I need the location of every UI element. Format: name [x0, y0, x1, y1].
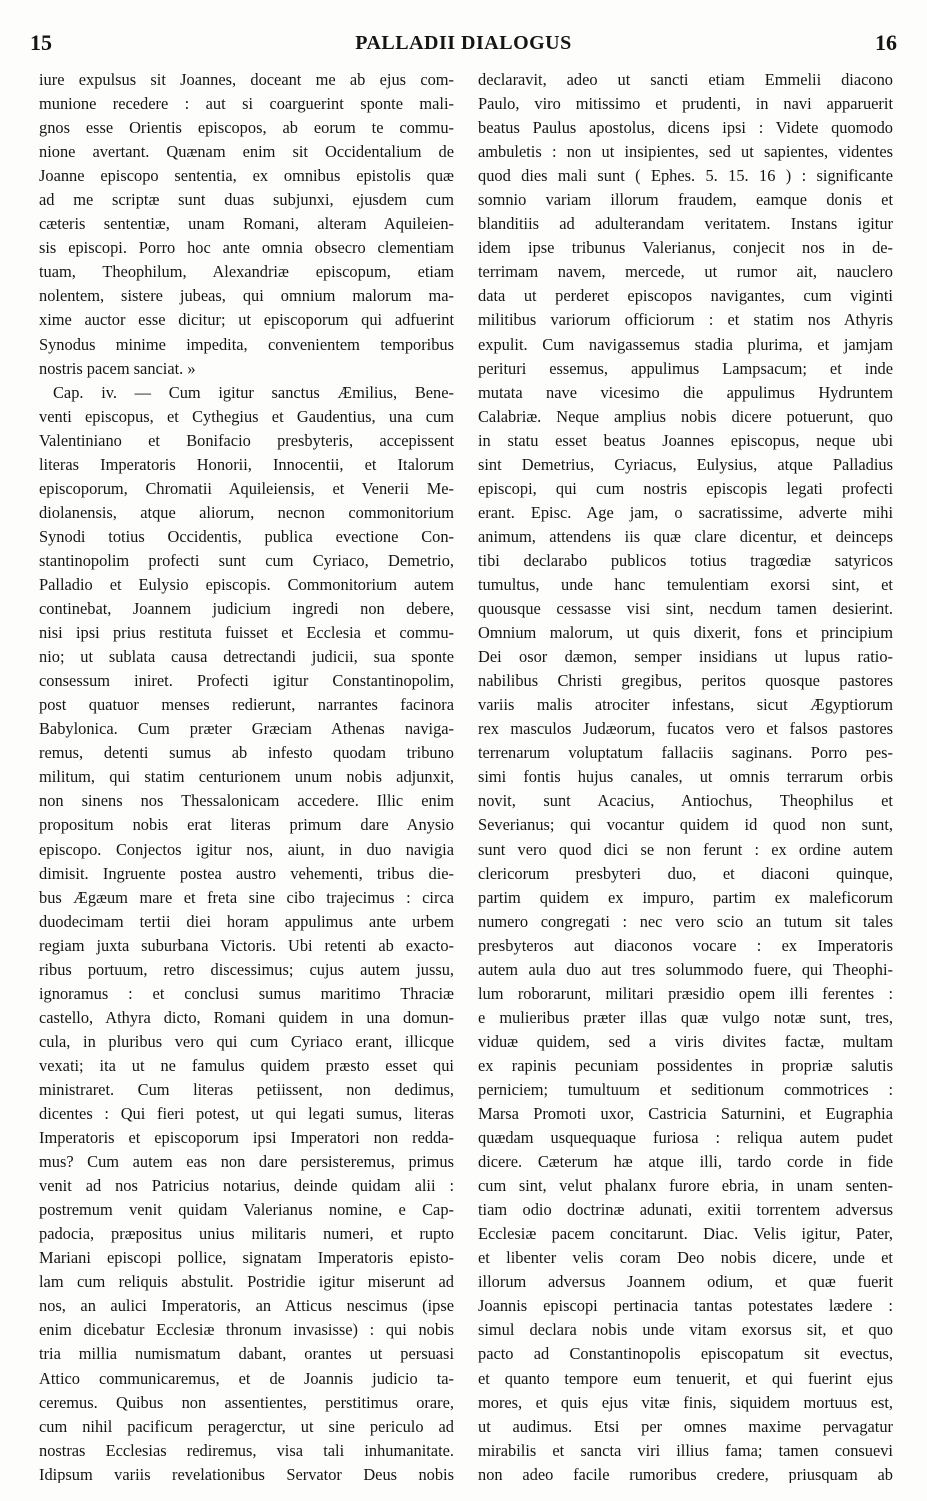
right-column-line: mutata nave vicesimo die appulimus Hydruntem [478, 382, 893, 402]
right-column-line: Ecclesiæ pacem concitarunt. Diac. Velis igitur, Pater, [478, 1224, 893, 1244]
left-column-line: munione recedere : aut si coarguerint sponte mali- [39, 94, 454, 114]
right-column-line: clericorum presbyteri duo, et diaconi quinque, [478, 863, 893, 883]
left-column-line: consessum iniret. Profecti igitur Constantinopolim, [39, 671, 454, 691]
left-column-line: ignoramus : et conclusi sumus maritimo Thraciæ [39, 983, 454, 1003]
left-column-line: gnos esse Orientis episcopos, ab eorum te commu- [39, 118, 454, 138]
right-column-line: terrimam navem, mercede, ut rumor ait, nauclero [478, 262, 893, 282]
right-column-line: e mulieribus præter illas quæ vulgo notæ sunt, tres, [478, 1007, 893, 1027]
left-column-line: cum nihil pacificum peragerctur, ut sine periculo ad [39, 1416, 454, 1436]
right-column-line: terrenarum voluptatum fallaciis saginans. Porro pes- [478, 743, 893, 763]
left-column-line: xime auctor esse dicitur; ut episcoporum qui adfuerint [39, 310, 454, 330]
left-column-line: lam cum reliquis abstulit. Postridie igitur miserunt ad [39, 1272, 454, 1292]
right-column-line: in statu esset beatus Joannes episcopus, neque ubi [478, 430, 893, 450]
left-column-line: ribus portuum, retro discessimus; cujus autem jussu, [39, 959, 454, 979]
right-column-line: declaravit, adeo ut sancti etiam Emmelii diacono [478, 70, 893, 89]
left-column-line: Palladio et Eulysio episcopis. Commonitorium autem [39, 574, 454, 594]
right-column-line: simul declara nobis unde vitam exorsus sit, et quo [478, 1320, 893, 1340]
left-column-line: Cap. iv. — Cum igitur sanctus Æmilius, Bene- [53, 382, 454, 402]
left-column-line: propositum nobis erat literas primum dare Anysio [39, 815, 454, 835]
left-column-line: regiam juxta suburbana Victoris. Ubi retenti ab exacto- [39, 935, 454, 955]
left-column-line: Synodus minime impedita, convenientem temporibus [39, 334, 454, 354]
right-column-line: non adeo facile rumoribus credere, priusquam ab [478, 1464, 893, 1483]
right-column-line: autem aula duo aut tres solummodo fuere, qui Theophi- [478, 959, 893, 979]
right-column [478, 68, 893, 1483]
right-column-line: et quanto tempore eum tenuerit, et qui fuerint ejus [478, 1368, 893, 1388]
right-column-line: illorum adversus Joannem odium, et quæ fuerit [478, 1272, 893, 1292]
right-column-line: presbyteros aut diaconos vocare : ex Imperatoris [478, 935, 893, 955]
left-column-line: Attico communicaremus, et de Joannis judicio ta- [39, 1368, 454, 1388]
left-column-line: cula, in pluribus vero qui cum Cyriaco erant, illicque [39, 1031, 454, 1051]
left-column-line: nostras Ecclesias rediremus, visa tali inhumanitate. [39, 1440, 454, 1460]
running-header [30, 30, 897, 64]
left-column-line: Valentiniano et Bonifacio presbyteris, accepissent [39, 430, 454, 450]
left-column-line: cæteris sententiæ, unam Romani, alteram Aquileien- [39, 214, 454, 234]
right-column-line: nabilibus Christi gregibus, peritos quosque pastores [478, 671, 893, 691]
right-column-line: tibi declarabo publicos totius tragœdiæ satyricos [478, 550, 893, 570]
left-column-line: iure expulsus sit Joannes, doceant me ab ejus com- [39, 70, 454, 89]
right-column-line: tiam odio doctrinæ adunati, exitii torrentem adversus [478, 1200, 893, 1220]
right-column-line: Severianus; qui vocantur quidem id quod non sunt, [478, 815, 893, 835]
left-column-line: dicentes : Qui fieri potest, ut qui legati sumus, literas [39, 1104, 454, 1124]
page-number-left: 15 [30, 30, 52, 55]
left-column-line: Imperatoris et episcoporum ipsi Imperatori non redda- [39, 1128, 454, 1148]
right-column-line: ex rapinis pecuniam possidentes in propriæ salutis [478, 1055, 893, 1075]
left-column-line: tria millia numismatum dabant, orantes ut persuasi [39, 1344, 454, 1364]
left-column-line: episcoporum, Chromatii Aquileiensis, et Venerii Me- [39, 478, 454, 498]
right-column-line: beatus Paulus apostolus, dicens ipsi : Videte quomodo [478, 118, 893, 138]
left-column-line: nisi ipsi prius restituta fuisset et Ecclesia et commu- [39, 623, 454, 643]
left-column-line: duodecimam tertii diei horam appulimus ante urbem [39, 911, 454, 931]
left-column-line: stantinopolim profecti sunt cum Cyriaco, Demetrio, [39, 550, 454, 570]
right-column-line: Joannis episcopi pertinacia tantas potestates lædere : [478, 1296, 893, 1316]
right-column-line: novit, sunt Acacius, Antiochus, Theophilus et [478, 791, 893, 811]
left-column-line: nio; ut sublata causa detrectandi judicii, sua sponte [39, 647, 454, 667]
right-column-line: expulit. Cum navigassemus stadia plurima, et jamjam [478, 334, 893, 354]
left-column-line: ad me scriptæ sunt duas subjunxi, ejusdem cum [39, 190, 454, 210]
right-column-line: variis malis atrociter infestans, sicut Ægyptiorum [478, 695, 893, 715]
right-column-line: rex masculos Judæorum, fucatos vero et falsos pastores [478, 719, 893, 739]
right-column-line: cum sint, velut phalanx furore ebria, in unam senten- [478, 1176, 893, 1196]
left-column-line: Babylonica. Cum præter Græciam Athenas naviga- [39, 719, 454, 739]
left-column-line: continebat, Joannem judicium ingredi non debere, [39, 599, 454, 619]
left-column-line: remus, detenti sumus ab infesto quodam tribuno [39, 743, 454, 763]
left-column-line: non sinens nos Thessalonicam accedere. Illic enim [39, 791, 454, 811]
right-column-line: data ut perderet episcopos navigantes, cum viginti [478, 286, 893, 306]
right-column-line: Omnium malorum, ut quis dixerit, fons et principium [478, 623, 893, 643]
right-column-line: ambuletis : non ut insipientes, sed ut sapientes, videntes [478, 142, 893, 162]
left-column-line: diolanensis, atque aliorum, necnon commonitorium [39, 502, 454, 522]
right-column-line: ut audimus. Etsi per omnes maxime pervagatur [478, 1416, 893, 1436]
left-column-line: bus Ægæum mare et freta sine cibo trajecimus : circa [39, 887, 454, 907]
left-column-line: Idipsum variis revelationibus Servator Deus nobis [39, 1464, 454, 1483]
left-column-line: literas Imperatoris Honorii, Innocentii, et Italorum [39, 454, 454, 474]
left-column-line: sis episcopi. Porro hoc ante omnia obsecro clementiam [39, 238, 454, 258]
left-column-line: venti episcopus, et Cythegius et Gaudentius, una cum [39, 406, 454, 426]
running-title: PALLADII DIALOGUS [355, 32, 572, 54]
left-column-line: Joanne episcopo sententia, ex omnibus epistolis quæ [39, 166, 454, 186]
right-column-line: dicere. Cæterum hæ atque illi, tardo corde in fide [478, 1152, 893, 1172]
left-column-line: nione avertant. Quænam enim sit Occidentalium de [39, 142, 454, 162]
right-column-line: erant. Episc. Age jam, o sacratissime, adverte mihi [478, 502, 893, 522]
left-column-line: castello, Athyra dicto, Romani quidem in una domun- [39, 1007, 454, 1027]
right-column-line: Paulo, viro mitissimo et prudenti, in navi apparuerit [478, 94, 893, 114]
right-column-line: viduæ quidem, sed a viris divites factæ, multam [478, 1031, 893, 1051]
left-column-line: dimisit. Ingruente postea austro vehementi, tribus die- [39, 863, 454, 883]
left-column-line: post quatuor menses redierunt, narrantes facinora [39, 695, 454, 715]
left-column [39, 68, 454, 1483]
left-column-line: nos, an aulici Imperatoris, an Atticus nescimus (ipse [39, 1296, 454, 1316]
right-column-line: partim quidem ex impuro, partim ex maleficorum [478, 887, 893, 907]
right-column-line: quod dies mali sunt ( Ephes. 5. 15. 16 ) : significante [478, 166, 893, 186]
left-column-line: tuam, Theophilum, Alexandriæ episcopum, etiam [39, 262, 454, 282]
left-column-line: mus? Cum autem eas non dare persisteremus, primus [39, 1152, 454, 1172]
left-column-line: venit ad nos Patricius notarius, deinde quidam alii : [39, 1176, 454, 1196]
right-column-line: sint Demetrius, Cyriacus, Eulysius, atque Palladius [478, 454, 893, 474]
right-column-line: animum, attendens iis quæ clare dicentur, et deinceps [478, 526, 893, 546]
left-column-line: enim dicebatur Ecclesiæ thronum invasisse) : qui nobis [39, 1320, 454, 1340]
left-column-line: episcopo. Conjectos igitur nos, aiunt, in duo navigia [39, 839, 454, 859]
left-column-line: ministraret. Cum literas petiissent, non dedimus, [39, 1079, 454, 1099]
right-column-line: Dei osor dæmon, semper insidians ut lupus ratio- [478, 647, 893, 667]
right-column-line: et libenter velis coram Deo nobis dicere, unde et [478, 1248, 893, 1268]
right-column-line: perniciem; tumultuum et seditionum commotrices : [478, 1079, 893, 1099]
right-column-line: numero congregati : nec vero scio an tutum sit tales [478, 911, 893, 931]
right-column-line: Calabriæ. Neque amplius nobis dicere potuerunt, quo [478, 406, 893, 426]
left-column-line: nolentem, sistere jubeas, qui omnium malorum ma- [39, 286, 454, 306]
left-column-line: Mariani episcopi pollice, signatam Imperatoris episto- [39, 1248, 454, 1268]
right-column-line: simi fontis hujus canales, ut omnis terrarum orbis [478, 767, 893, 787]
right-column-line: militibus variorum officiorum : et statim nos Athyris [478, 310, 893, 330]
left-column-line: vexati; ita ut ne famulus quidem præsto esset qui [39, 1055, 454, 1075]
right-column-line: quousque cessasse visi sint, necdum tamen desierint. [478, 599, 893, 619]
right-column-line: blanditiis ad adulterandam veritatem. Instans igitur [478, 214, 893, 234]
right-column-line: mores, et quis ejus vitæ finis, siquidem mortuus est, [478, 1392, 893, 1412]
right-column-line: pacto ad Constantinopolis episcopatum sit evectus, [478, 1344, 893, 1364]
left-column-line: nostris pacem sanciat. » [39, 358, 196, 378]
right-column-line: somnio variam illorum fraudem, eamque donis et [478, 190, 893, 210]
right-column-line: quædam usquequaque furiosa : reliqua autem pudet [478, 1128, 893, 1148]
left-column-line: postremum venit quidam Valerianus nomine, e Cap- [39, 1200, 454, 1220]
left-column-line: padocia, præpositus unius militaris numeri, et rupto [39, 1224, 454, 1244]
page-number-right: 16 [875, 30, 897, 55]
right-column-line: perituri essemus, appulimus Lampsacum; et inde [478, 358, 893, 378]
left-column-line: militum, qui statim centurionem unum nobis adjunxit, [39, 767, 454, 787]
left-column-line: Synodi totius Occidentis, publica evectione Con- [39, 526, 454, 546]
right-column-line: mirabilis et sancta viri illius fama; tamen consuevi [478, 1440, 893, 1460]
right-column-line: episcopi, qui cum nostris episcopis legati profecti [478, 478, 893, 498]
right-column-line: sunt vero quod dici se non ferunt : ex ordine autem [478, 839, 893, 859]
right-column-line: Marsa Promoti uxor, Castricia Saturnini, et Eugraphia [478, 1104, 893, 1124]
right-column-line: lum roborarunt, militari præsidio opem illi ferentes : [478, 983, 893, 1003]
right-column-line: tumultus, unde hanc temulentiam exorsi sint, et [478, 574, 893, 594]
left-column-line: ceremus. Quibus non assentientes, perstitimus orare, [39, 1392, 454, 1412]
right-column-line: idem ipse tribunus Valerianus, conjecit nos in de- [478, 238, 893, 258]
